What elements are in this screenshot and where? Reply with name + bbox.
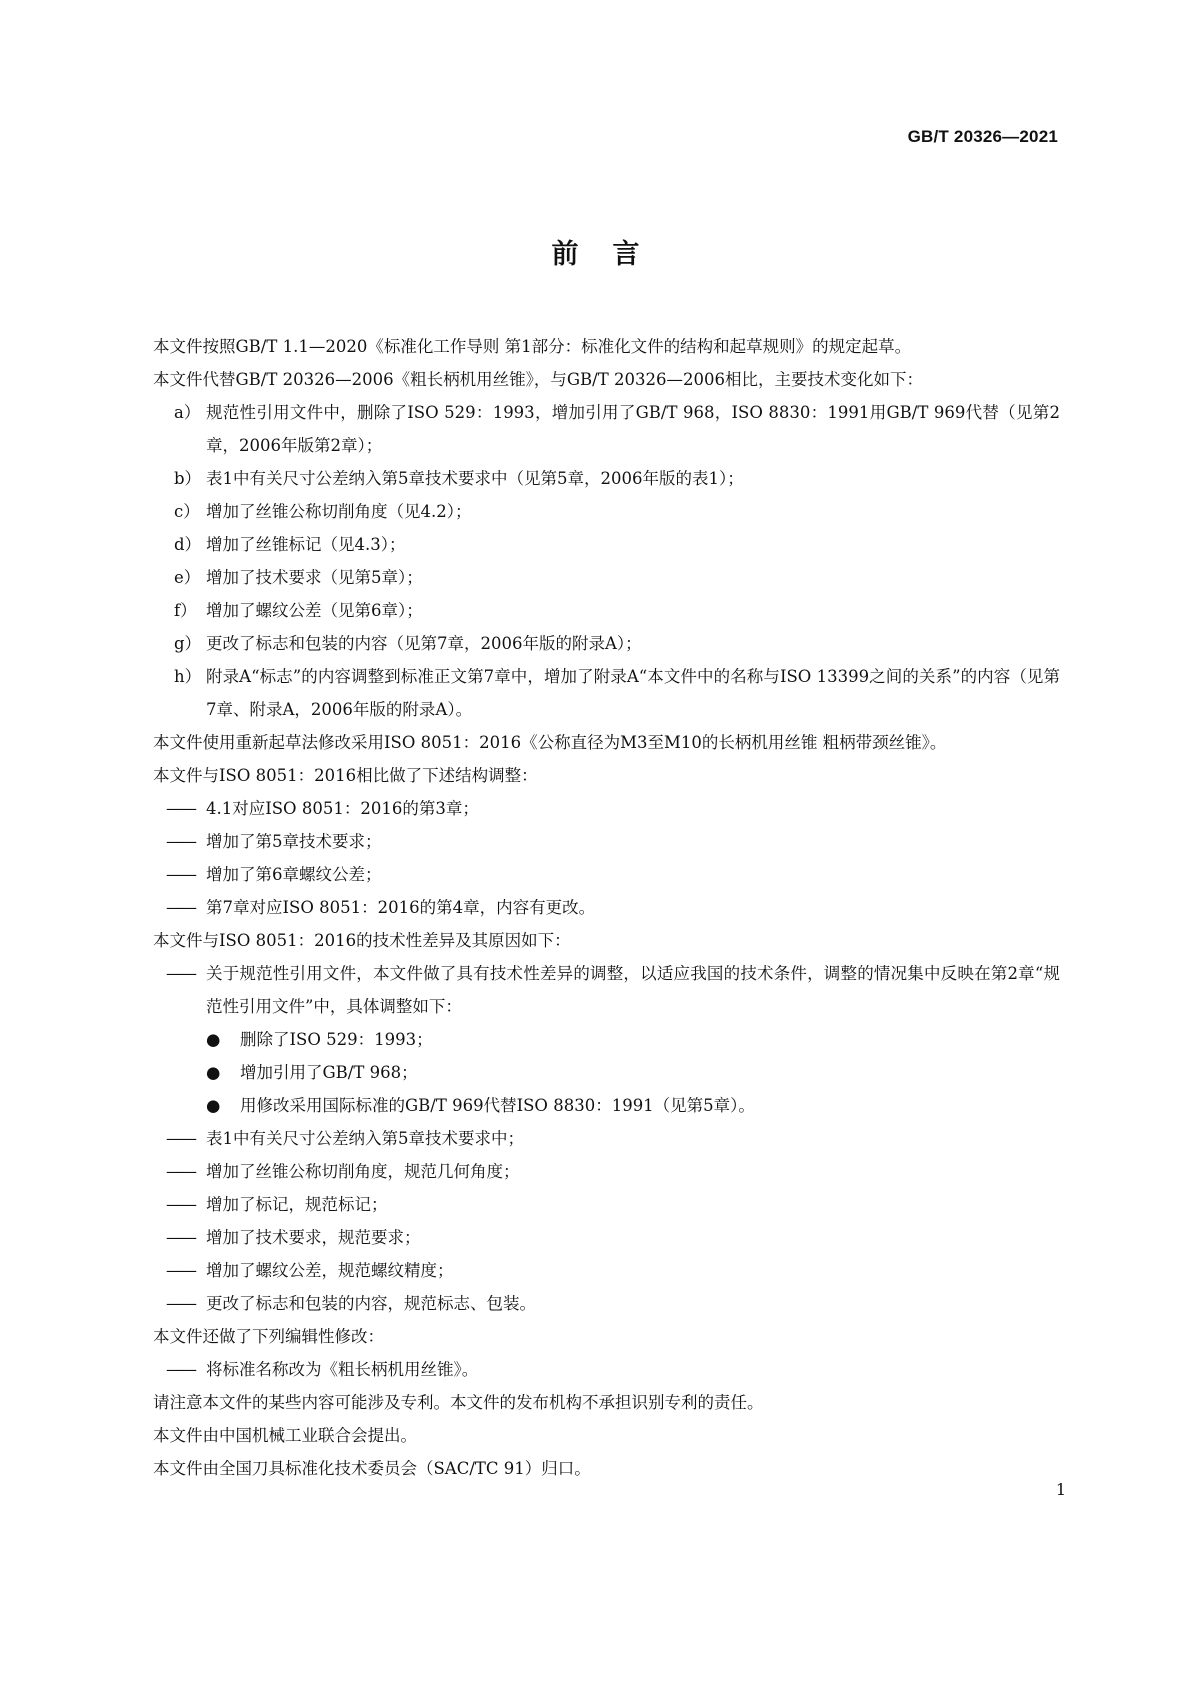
list-marker: c） — [174, 502, 200, 521]
bullet-marker: ● — [206, 1063, 221, 1082]
dash-item-text: 增加了标记，规范标记； — [206, 1195, 388, 1214]
dash-item — [120, 1122, 1060, 1155]
dash-item-text: 第7章对应ISO 8051：2016的第4章，内容有更改。 — [206, 898, 596, 917]
bullet-marker: ● — [206, 1030, 221, 1049]
list-item-text: 附录A“标志”的内容调整到标准正文第7章中，增加了附录A“本文件中的名称与ISO 13399之间的关系”的内容（见第7章、附录A，2006年版的附录A）。 — [206, 667, 1060, 719]
editorial-changes-list — [120, 1353, 1060, 1386]
list-marker: b） — [174, 469, 202, 488]
list-item — [120, 462, 1060, 495]
paragraph-adoption: 本文件使用重新起草法修改采用ISO 8051：2016《公称直径为M3至M10的长柄机用丝锥 粗柄带颈丝锥》。 — [153, 733, 947, 752]
list-item — [120, 495, 1060, 528]
tech-diff-list — [120, 957, 1060, 1320]
list-item — [120, 561, 1060, 594]
dash-marker: —— — [166, 799, 195, 818]
dash-marker: —— — [166, 898, 195, 917]
dash-item — [120, 1353, 1060, 1386]
paragraph-tech-diff-intro: 本文件与ISO 8051：2016的技术性差异及其原因如下： — [153, 931, 571, 950]
paragraph-structure-intro: 本文件与ISO 8051：2016相比做了下述结构调整： — [153, 766, 538, 785]
page-number: 1 — [1055, 1480, 1066, 1499]
list-marker: a） — [174, 403, 201, 422]
dash-item-text: 4.1对应ISO 8051：2016的第3章； — [206, 799, 479, 818]
dash-marker: —— — [166, 865, 195, 884]
list-item — [120, 594, 1060, 627]
list-item-text: 增加了螺纹公差（见第6章）； — [206, 601, 423, 620]
standard-number: GB/T 20326—2021 — [907, 127, 1058, 146]
bullet-item — [120, 1089, 1060, 1122]
bullet-item-text: 删除了ISO 529：1993； — [240, 1030, 433, 1049]
list-item — [120, 627, 1060, 660]
changes-list — [120, 396, 1060, 726]
bullet-item — [120, 1023, 1060, 1056]
paragraph-drafting-basis: 本文件按照GB/T 1.1—2020《标准化工作导则 第1部分：标准化文件的结构和起草规则》的规定起草。 — [153, 337, 912, 356]
dash-item — [120, 1254, 1060, 1287]
list-item-text: 更改了标志和包装的内容（见第7章，2006年版的附录A）； — [206, 634, 642, 653]
dash-marker: —— — [166, 1195, 195, 1214]
paragraph-editorial-intro: 本文件还做了下列编辑性修改： — [153, 1327, 384, 1346]
dash-item-text: 增加了技术要求，规范要求； — [206, 1228, 421, 1247]
dash-marker: —— — [166, 1129, 195, 1148]
dash-item — [120, 1287, 1060, 1320]
dash-marker: —— — [166, 1360, 195, 1379]
dash-marker: —— — [166, 1228, 195, 1247]
dash-marker: —— — [166, 1294, 195, 1313]
paragraph-patent-notice: 请注意本文件的某些内容可能涉及专利。本文件的发布机构不承担识别专利的责任。 — [153, 1393, 764, 1412]
dash-item-text: 增加了丝锥公称切削角度，规范几何角度； — [206, 1162, 520, 1181]
list-item-text: 增加了丝锥公称切削角度（见4.2）； — [206, 502, 472, 521]
structure-changes-list — [120, 792, 1060, 924]
dash-marker: —— — [166, 1162, 195, 1181]
paragraph-proposer: 本文件由中国机械工业联合会提出。 — [153, 1426, 417, 1445]
bullet-item-text: 增加引用了GB/T 968； — [240, 1063, 418, 1082]
dash-item — [120, 1188, 1060, 1221]
dash-item-text: 更改了标志和包装的内容，规范标志、包装。 — [206, 1294, 536, 1313]
dash-item — [120, 1155, 1060, 1188]
list-item-text: 规范性引用文件中，删除了ISO 529：1993，增加引用了GB/T 968，ISO 8830：1991用GB/T 969代替（见第2章，2006年版第2章）； — [206, 403, 1060, 455]
dash-item-text: 将标准名称改为《粗长柄机用丝锥》。 — [206, 1360, 479, 1379]
bullet-marker: ● — [206, 1096, 221, 1115]
list-marker: f） — [174, 601, 197, 620]
dash-item-text: 增加了第5章技术要求； — [206, 832, 382, 851]
list-marker: d） — [174, 535, 202, 554]
list-item-text: 增加了技术要求（见第5章）； — [206, 568, 423, 587]
bullet-item — [120, 1056, 1060, 1089]
list-item — [120, 528, 1060, 561]
dash-item-text: 增加了第6章螺纹公差； — [206, 865, 382, 884]
dash-item — [120, 792, 1060, 825]
list-marker: e） — [174, 568, 201, 587]
paragraph-replacement: 本文件代替GB/T 20326—2006《粗长柄机用丝锥》，与GB/T 20326—2006相比，主要技术变化如下： — [153, 370, 923, 389]
document-body — [120, 330, 1060, 1485]
bullet-item-text: 用修改采用国际标准的GB/T 969代替ISO 8830：1991（见第5章）。 — [240, 1096, 755, 1115]
page-title: 前言 — [551, 239, 674, 270]
dash-marker: —— — [166, 964, 195, 983]
dash-marker: —— — [166, 832, 195, 851]
list-item-text: 表1中有关尺寸公差纳入第5章技术要求中（见第5章，2006年版的表1）； — [206, 469, 744, 488]
dash-item — [120, 825, 1060, 858]
dash-item-text: 表1中有关尺寸公差纳入第5章技术要求中； — [206, 1129, 524, 1148]
list-marker: g） — [174, 634, 202, 653]
list-marker: h） — [174, 667, 202, 686]
dash-marker: —— — [166, 1261, 195, 1280]
dash-item — [120, 891, 1060, 924]
dash-item-text: 关于规范性引用文件，本文件做了具有技术性差异的调整，以适应我国的技术条件，调整的情况集中反映在第2章“规范性引用文件”中，具体调整如下： — [206, 964, 1060, 1016]
list-item — [120, 396, 1060, 462]
dash-item — [120, 957, 1060, 1023]
list-item-text: 增加了丝锥标记（见4.3）； — [206, 535, 406, 554]
dash-item-text: 增加了螺纹公差，规范螺纹精度； — [206, 1261, 454, 1280]
dash-item — [120, 1221, 1060, 1254]
paragraph-committee: 本文件由全国刀具标准化技术委员会（SAC/TC 91）归口。 — [153, 1459, 591, 1478]
dash-item — [120, 858, 1060, 891]
list-item — [120, 660, 1060, 726]
